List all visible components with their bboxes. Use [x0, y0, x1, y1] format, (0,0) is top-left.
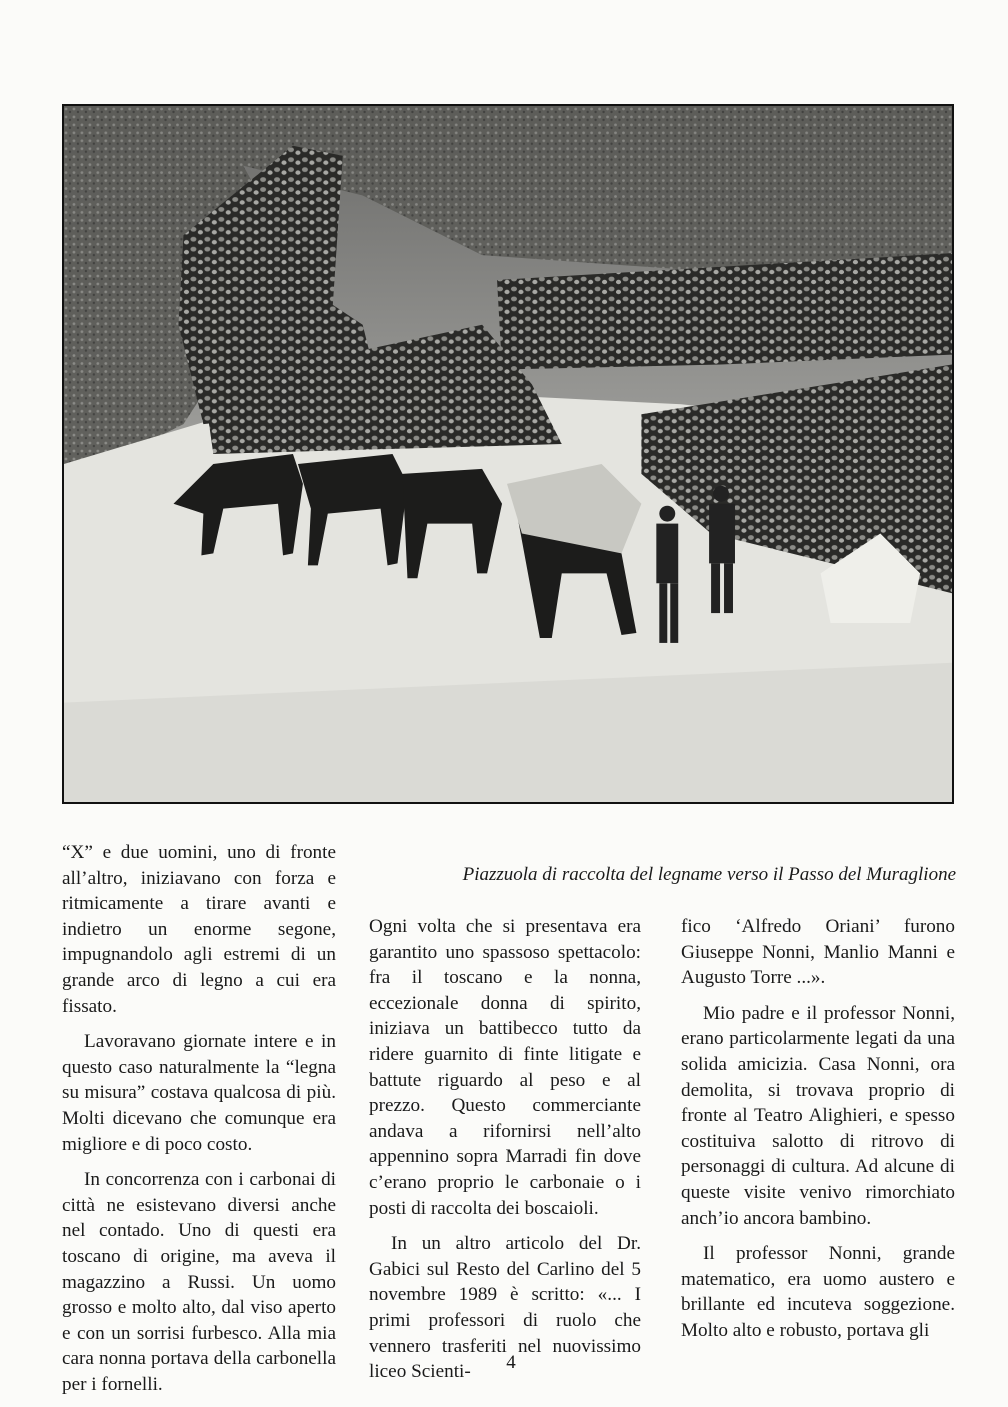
paragraph: “X” e due uomini, uno di fronte all’altro, iniziavano con forza e ritmicamente a tirare avanti e indietro un enorme segone, impugnandolo agli estremi di un grande arco di legno a cui era fissato. — [62, 842, 336, 1017]
paragraph: Il professor Nonni, grande matematico, era uomo austero e brillante ed incuteva soggezione. Molto alto e robusto, portava gli — [681, 1243, 955, 1341]
paragraph: In concorrenza con i carbonai di città ne esistevano diversi anche nel contado. Uno di questi era toscano di origine, ma aveva il magazzino a Russi. Un uomo grosso e molto alto, dal viso aperto e con un sorrisi furbesco. Alla mia cara nonna portava della carbonella per i fornelli. — [62, 1169, 336, 1395]
text-column-1 — [62, 840, 336, 1407]
paragraph: fico ‘Alfredo Oriani’ furono Giuseppe Nonni, Manlio Manni e Augusto Torre ...». — [681, 916, 955, 989]
text-column-2 — [369, 914, 641, 1395]
paragraph: Lavoravano giornate intere e in questo caso naturalmente la “legna su misura” costava qualcosa di più. Molti dicevano che comunque era migliore e di poco costo. — [62, 1031, 336, 1155]
paragraph: Mio padre e il professor Nonni, erano particolarmente legati da una solida amicizia. Casa Nonni, ora demolita, si trovava proprio di fronte al Teatro Alighieri, e spesso costituiva salotto di ritrovo di personaggi di cultura. Ad alcune di queste visite venivo rimorchiato anch’io ancora bambino. — [681, 1002, 955, 1229]
page-number: 4 — [506, 1352, 516, 1373]
text-column-3 — [681, 914, 955, 1354]
photograph — [62, 104, 954, 804]
photo-caption: Piazzuola di raccolta del legname verso il Passo del Muraglione — [462, 864, 956, 885]
photograph-woodpile-horses-icon — [64, 106, 952, 802]
paragraph: Ogni volta che si presentava era garantito uno spassoso spettacolo: fra il toscano e la nonna, eccezionale donna di spirito, iniziava un battibecco tutto da ridere guarnito di finte litigate e battute riguardo al peso e al prezzo. Questo commerciante andava a rifornirsi nell’alto appennino sopra Marradi fin dove c’erano proprio le carbonaie o i posti di raccolta dei boscaioli. — [369, 916, 641, 1219]
paragraph: In un altro articolo del Dr. Gabici sul Resto del Carlino del 5 novembre 1989 è scritto: «... I primi professori di ruolo che vennero trasferiti nel nuovissimo liceo Scienti- — [369, 1233, 641, 1383]
